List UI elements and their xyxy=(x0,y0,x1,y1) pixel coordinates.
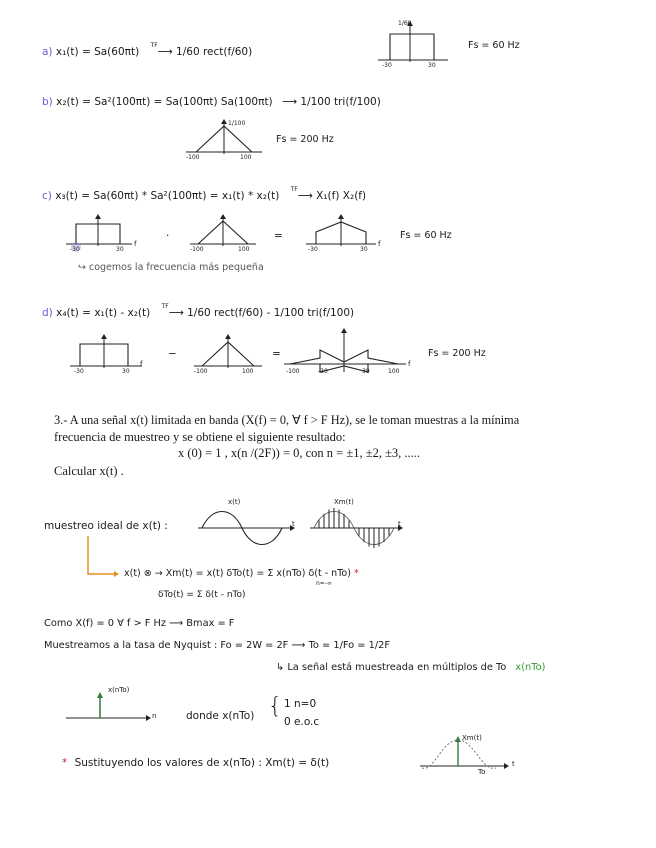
sinc-label: Xm(t) xyxy=(462,734,482,742)
senal-line: ↳ La señal está muestreada en múltiplos de To x(nTo) xyxy=(276,662,546,673)
xt-sine-plot xyxy=(198,504,298,552)
part-c-equation: x₃(t) = Sa(60πt) * Sa²(100πt) = x₁(t) * x₂(t) xyxy=(55,190,280,202)
xt-label: x(t) xyxy=(228,498,241,506)
part-c-label: c) xyxy=(42,190,52,202)
part-d-op-eq: = xyxy=(272,348,281,360)
part-d-axis-var-1: f xyxy=(140,360,143,368)
part-d-result-b: - 1/100 tri(f/100) xyxy=(266,307,355,319)
problem3-line4: Calcular x(t) . xyxy=(54,464,124,478)
xnto-stem-plot xyxy=(66,690,166,726)
part-c-axis-var-2: f xyxy=(378,240,381,248)
part-c-tick-3: -100 xyxy=(190,246,204,253)
part-d-fs: Fs = 200 Hz xyxy=(428,348,486,359)
chain-eq: x(t) ⊗ → Xm(t) = x(t) δTo(t) = Σ x(nTo) δ(t - nTo) * xyxy=(124,568,359,579)
part-c-result: X₁(f) X₂(f) xyxy=(316,190,367,202)
part-b-tick-left: -100 xyxy=(186,154,200,161)
part-d-op-minus: − xyxy=(168,348,177,360)
part-d-tick-6: -30 xyxy=(318,368,328,375)
part-c-line: c) x₃(t) = Sa(60πt) * Sa²(100πt) = x₁(t) * x₂(t) $^{TF}$⟶ X₁(f) X₂(f) xyxy=(42,186,367,202)
sust-star: * xyxy=(62,757,68,769)
sustituyendo-line: * Sustituyendo los valores de x(nTo) : Xm(t) = δ(t) xyxy=(62,757,330,769)
part-d-tick-2: 30 xyxy=(122,368,130,375)
sum-limits: n=-∞ xyxy=(316,580,332,587)
donde-text: donde x(nTo) xyxy=(186,710,255,722)
part-a-tick-right: 30 xyxy=(428,62,436,69)
part-b-fs: Fs = 200 Hz xyxy=(276,134,334,145)
part-a-line xyxy=(42,42,253,58)
xt-t: t xyxy=(292,520,295,528)
stem-label: x(nTo) xyxy=(108,686,130,694)
part-c-axis-var-1: f xyxy=(134,240,137,248)
problem3-line3: x (0) = 1 , x(n /(2F)) = 0, con n = ±1, ±2, ±3, ..... xyxy=(178,446,421,460)
part-d-line: d) x₄(t) = x₁(t) - x₂(t) $^{TF}$⟶ 1/60 rect(f/60) - 1/100 tri(f/100) xyxy=(42,303,355,319)
stem-n: n xyxy=(152,712,157,720)
delta-def: δTo(t) = Σ δ(t - nTo) xyxy=(158,590,246,600)
part-a-label: a) xyxy=(42,46,53,58)
part-c-tick-1: -30 xyxy=(70,246,80,253)
part-a-fs: Fs = 60 Hz xyxy=(468,40,520,51)
nyquist-line: Muestreamos a la tasa de Nyquist : Fo = 2W = 2F ⟶ To = 1/Fo = 1/2F xyxy=(44,640,390,651)
part-d-tick-5: -100 xyxy=(286,368,300,375)
part-c-tick-4: 100 xyxy=(238,246,250,253)
muestreo-text: muestreo ideal de x(t) : xyxy=(44,520,168,532)
part-a-result: 1/60 rect(f/60) xyxy=(176,46,253,58)
part-c-tick-2: 30 xyxy=(116,246,124,253)
xm-sampled-plot xyxy=(310,504,410,552)
brace: { xyxy=(268,694,282,719)
part-b-peak: 1/100 xyxy=(228,120,246,127)
case-2: 0 e.o.c xyxy=(284,716,320,728)
part-c-op-eq: = xyxy=(274,230,283,242)
part-d-tick-1: -30 xyxy=(74,368,84,375)
part-d-tick-7: 30 xyxy=(362,368,370,375)
problem3-line2: frecuencia de muestreo y se obtiene el siguiente resultado: xyxy=(54,430,346,444)
part-c-tick-5: -30 xyxy=(308,246,318,253)
xm-label: Xm(t) xyxy=(334,498,354,506)
part-d-equation: x₄(t) = x₁(t) - x₂(t) xyxy=(56,307,151,319)
part-d-tick-4: 100 xyxy=(242,368,254,375)
part-d-tick-8: 100 xyxy=(388,368,400,375)
part-b-tick-right: 100 xyxy=(240,154,252,161)
part-a-equation: x₁(t) = Sa(60πt) xyxy=(55,46,140,58)
problem3-line1: 3.- A una señal x(t) limitada en banda (X(f) = 0, ∀ f > F Hz), se le toman muestras a la mínima xyxy=(54,413,520,427)
part-d-label: d) xyxy=(42,307,53,319)
part-c-fs: Fs = 60 Hz xyxy=(400,230,452,241)
part-c-op-dot: · xyxy=(166,230,170,242)
sinc-t: t xyxy=(512,760,515,768)
xnto-green: x(nTo) xyxy=(515,662,546,673)
case-1: 1 n=0 xyxy=(284,698,317,710)
part-a-peak: 1/60 xyxy=(398,20,412,27)
xm-t: t xyxy=(398,520,401,528)
part-d-tick-3: -100 xyxy=(194,368,208,375)
part-b-equation: x₂(t) = Sa²(100πt) = Sa(100πt) Sa(100πt) xyxy=(56,96,273,108)
part-b-line: b) x₂(t) = Sa²(100πt) = Sa(100πt) Sa(100πt) ⟶ 1/100 tri(f/100) xyxy=(42,96,381,108)
part-d-result-a: 1/60 rect(f/60) xyxy=(187,307,264,319)
part-b-result: 1/100 tri(f/100) xyxy=(300,96,381,108)
part-a-tick-left: -30 xyxy=(382,62,392,69)
part-b-label: b) xyxy=(42,96,53,108)
chain-star: * xyxy=(353,568,359,579)
part-d-axis-var-2: f xyxy=(408,360,411,368)
part-c-note: ↪ cogemos la frecuencia más pequeña xyxy=(78,262,264,273)
sinc-to: To xyxy=(478,768,486,776)
part-a-tf: $^{TF}$⟶ xyxy=(150,42,177,58)
orange-bracket xyxy=(84,536,124,580)
como-line: Como X(f) = 0 ∀ f > F Hz ⟶ Bmax = F xyxy=(44,618,235,629)
part-c-tick-6: 30 xyxy=(360,246,368,253)
